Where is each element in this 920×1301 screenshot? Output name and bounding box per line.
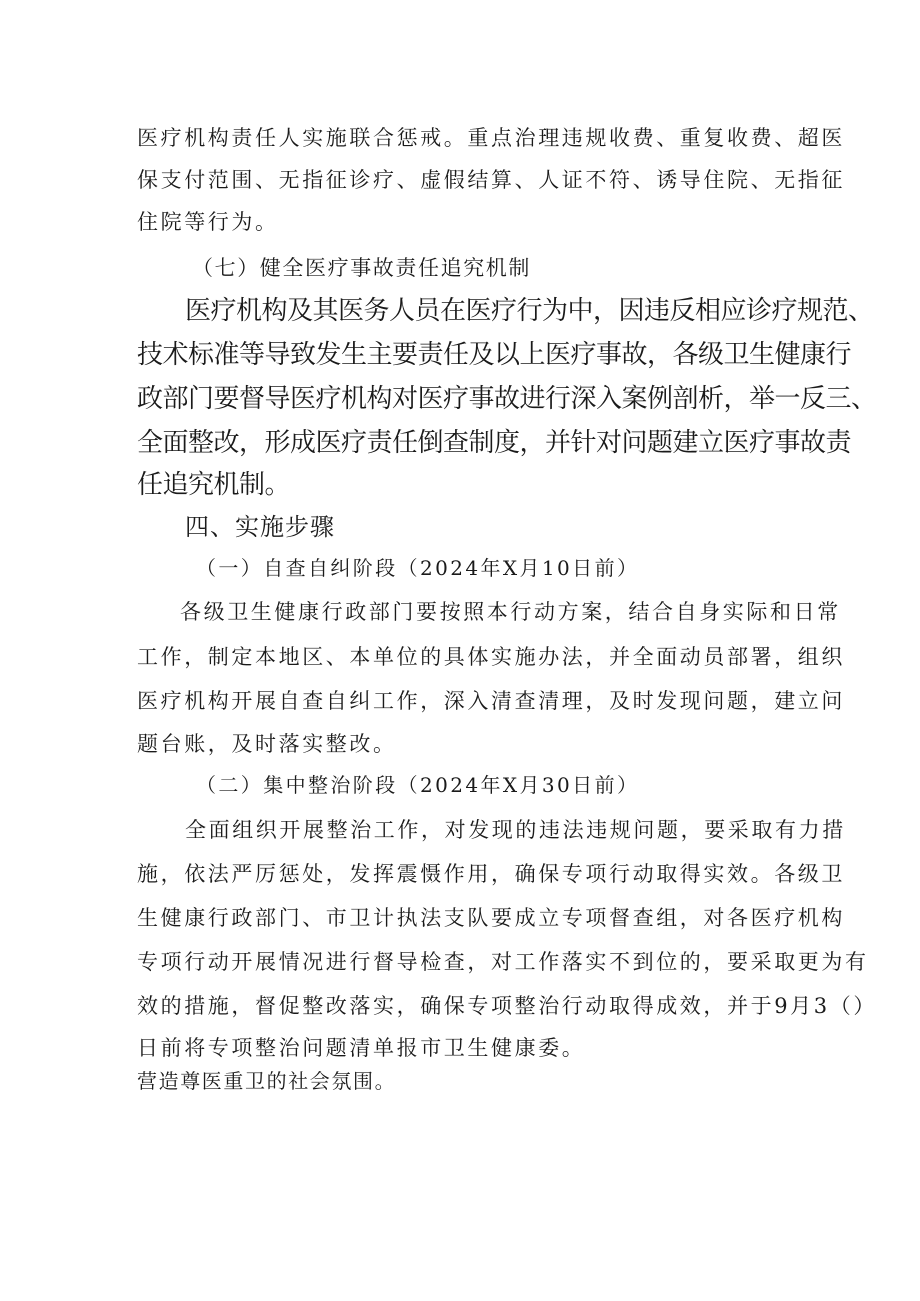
paragraph-line: 政部门要督导医疗机构对医疗事故进行深入案例剖析，举一反三、 — [137, 384, 877, 414]
paragraph-line: 各级卫生健康行政部门要按照本行动方案，结合自身实际和日常 — [180, 600, 841, 624]
subsection-heading-2: （二）集中整治阶段（2024年X月30日前） — [196, 773, 640, 797]
paragraph-line: 题台账，及时落实整改。 — [137, 732, 397, 756]
paragraph-line: 医疗机构开展自查自纠工作，深入清查清理，及时发现问题，建立问 — [137, 689, 845, 713]
section-heading-7: （七）健全医疗事故责任追究机制 — [192, 256, 531, 280]
trailing-line: 营造尊医重卫的社会氛围。 — [137, 1069, 397, 1093]
paragraph-line: 施，依法严厉惩处，发挥震慑作用，确保专项行动取得实效。各级卫 — [137, 862, 845, 886]
paragraph-line: 医疗机构责任人实施联合惩戒。重点治理违规收费、重复收费、超医 — [137, 126, 845, 150]
paragraph-line: 日前将专项整治问题清单报市卫生健康委。 — [137, 1036, 586, 1060]
paragraph-line: 全面整改，形成医疗责任倒查制度，并针对问题建立医疗事故责 — [137, 428, 852, 458]
paragraph-line: 工作，制定本地区、本单位的具体实施办法，并全面动员部署，组织 — [137, 645, 845, 669]
paragraph-line: 生健康行政部门、市卫计执法支队要成立专项督查组，对各医疗机构 — [137, 906, 845, 930]
paragraph-line: 医疗机构及其医务人员在医疗行为中，因违反相应诊疗规范、 — [185, 296, 874, 326]
paragraph-line: 住院等行为。 — [137, 210, 279, 234]
section-heading-4: 四、实施步骤 — [185, 513, 335, 541]
paragraph-line: 专项行动开展情况进行督导检查，对工作落实不到位的，要采取更为有 — [137, 950, 869, 974]
paragraph-line: 保支付范围、无指征诊疗、虚假结算、人证不符、诱导住院、无指征 — [137, 168, 845, 192]
paragraph-line: 任追究机制。 — [137, 470, 291, 500]
paragraph-line: 全面组织开展整治工作，对发现的违法违规问题，要采取有力措 — [185, 818, 846, 842]
paragraph-line: 效的措施，督促整改落实，确保专项整治行动取得成效，并于9月3（） — [137, 994, 877, 1018]
paragraph-line: 技术标准等导致发生主要责任及以上医疗事故，各级卫生健康行 — [137, 340, 852, 370]
subsection-heading-1: （一）自查自纠阶段（2024年X月10日前） — [196, 556, 640, 580]
